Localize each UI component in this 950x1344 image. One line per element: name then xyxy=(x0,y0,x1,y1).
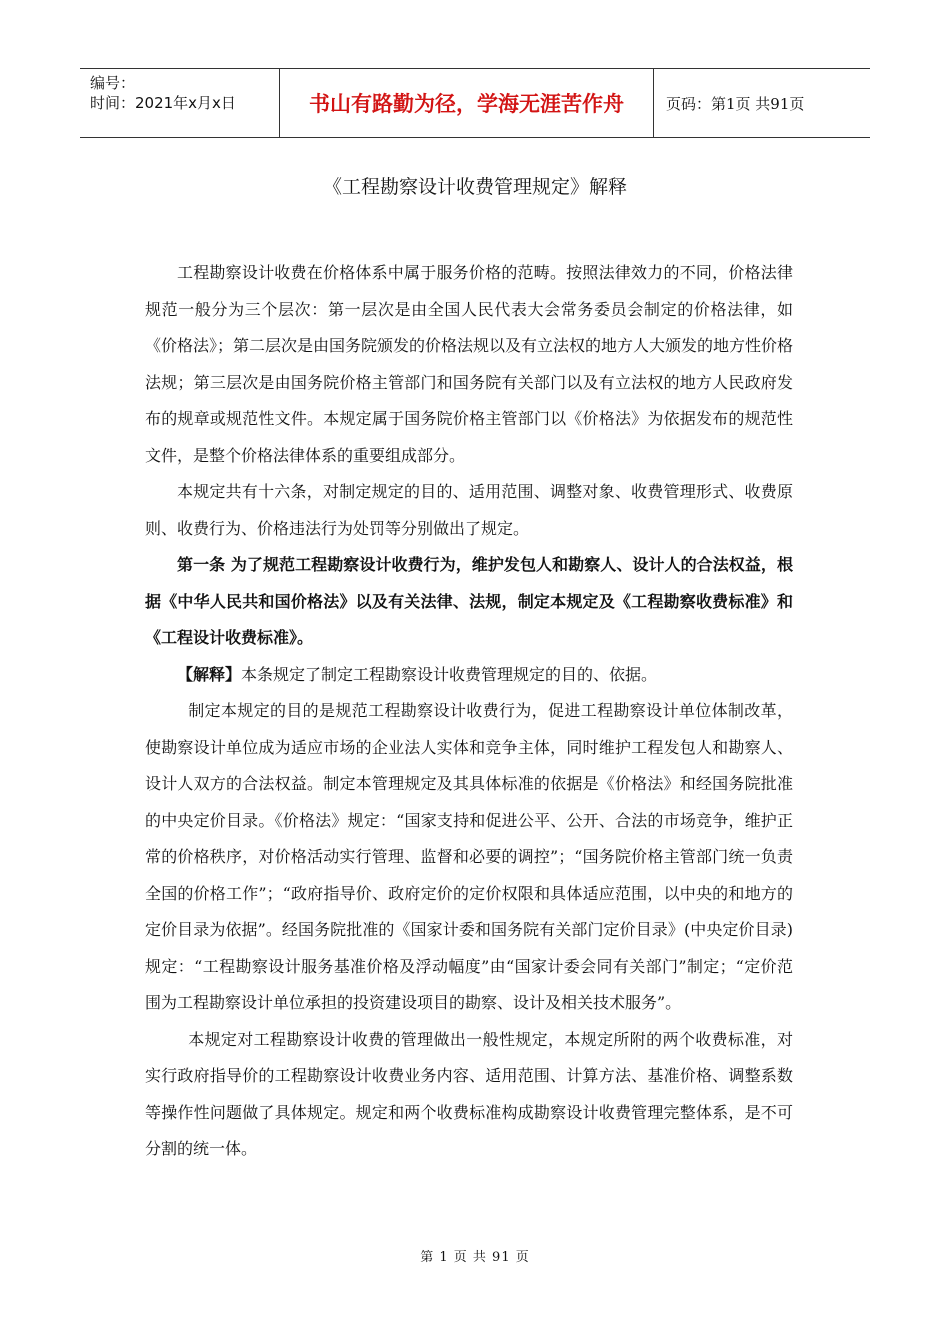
document-title: 《工程勘察设计收费管理规定》解释 xyxy=(322,176,627,198)
paragraph-standards: 本规定对工程勘察设计收费的管理做出一般性规定，本规定所附的两个收费标准，对实行政府指导价的工程勘察设计收费业务内容、适用范围、计算方法、基准价格、调整系数等操作性问题做了具体规定。规定和两个收费标准构成勘察设计收费管理完整体系，是不可分割的统一体。 xyxy=(145,1029,793,1158)
document-body xyxy=(145,255,793,1168)
paragraph-intro: 工程勘察设计收费在价格体系中属于服务价格的范畴。按照法律效力的不同，价格法律规范一般分为三个层次：第一层次是由全国人民代表大会常务委员会制定的价格法律，如《价格法》；第二层次是由国务院颁发的价格法规以及有立法权的地方人大颁发的地方性价格法规；第三层次是由国务院价格主管部门和国务院有关部门以及有立法权的地方人民政府发布的规章或规范性文件。本规定属于国务院价格主管部门以《价格法》为依据发布的规范性文件，是整个价格法律体系的重要组成部分。 xyxy=(145,263,794,465)
page-footer: 第 1 页 共 91 页 xyxy=(420,1250,530,1265)
article-1: 第一条 为了规范工程勘察设计收费行为，维护发包人和勘察人、设计人的合法权益，根据《中华人民共和国价格法》以及有关法律、法规，制定本规定及《工程勘察收费标准》和《工程设计收费标准》。 xyxy=(145,555,793,647)
paragraph-purpose: 制定本规定的目的是规范工程勘察设计收费行为，促进工程勘察设计单位体制改革，使勘察设计单位成为适应市场的企业法人实体和竞争主体，同时维护工程发包人和勘察人、设计人双方的合法权益。制定本管理规定及其具体标准的依据是《价格法》和经国务院批准的中央定价目录。《价格法》规定：“国家支持和促进公平、公开、合法的市场竞争，维护正常的价格秩序，对价格活动实行管理、监督和必要的调控”；“国务院价格主管部门统一负责全国的价格工作”；“政府指导价、政府定价的定价权限和具体适应范围，以中央的和地方的定价目录为依据”。经国务院批准的《国家计委和国务院有关部门定价目录》(中央定价目录)规定：“工程勘察设计服务基准价格及浮动幅度”由“国家计委会同有关部门”制定；“定价范围为工程勘察设计单位承担的投资建设项目的勘察、设计及相关技术服务”。 xyxy=(145,701,793,1012)
header-meta xyxy=(80,69,280,137)
paragraph-overview: 本规定共有十六条，对制定规定的目的、适用范围、调整对象、收费管理形式、收费原则、收费行为、价格违法行为处罚等分别做出了规定。 xyxy=(145,482,793,538)
header-page-info: 页码：第1页 共91页 xyxy=(666,94,805,113)
explanation-text: 本条规定了制定工程勘察设计收费管理规定的目的、依据。 xyxy=(241,664,658,684)
document-header xyxy=(80,68,870,138)
date-line: 时间：2021年x月x日 xyxy=(90,94,236,112)
number-label: 编号： xyxy=(90,74,136,92)
explanation-label: 【解释】 xyxy=(177,664,242,684)
header-motto: 书山有路勤为径，学海无涯苦作舟 xyxy=(280,69,654,137)
explanation-paragraph xyxy=(145,657,793,694)
